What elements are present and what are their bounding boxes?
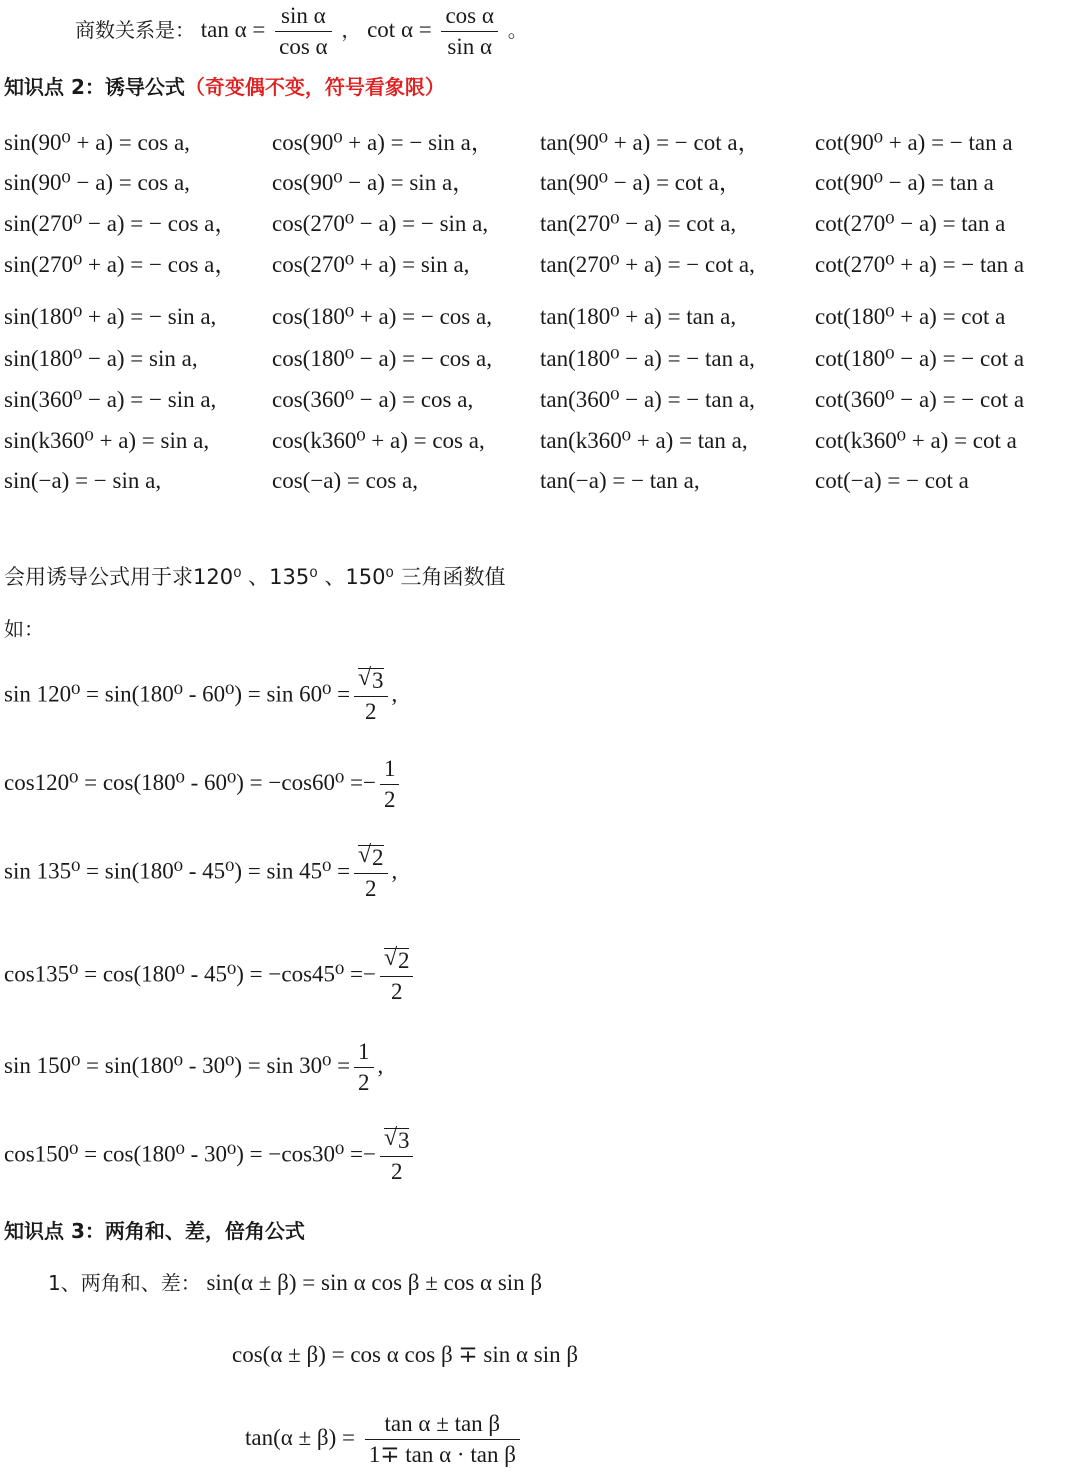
induction-formula: cot(360⁰ − a) = − cot a xyxy=(815,387,1025,412)
example-fraction xyxy=(354,845,388,901)
induction-formula: tan(270⁰ − a) = cot a, xyxy=(540,211,737,236)
example-denominator: 2 xyxy=(365,876,377,902)
induction-formula: sin(360⁰ − a) = − sin a, xyxy=(4,387,217,412)
tan-sum-denominator: 1∓ tan α · tan β xyxy=(368,1442,516,1468)
induction-formula: tan(180⁰ + a) = tan a, xyxy=(540,304,737,329)
example-numerator xyxy=(380,948,414,977)
tan-sum-fraction xyxy=(365,1412,520,1467)
quotient-separator: ， xyxy=(341,17,362,42)
sin-sum-formula: sin(α ± β) = sin α cos β ± cos α sin β xyxy=(206,1270,543,1295)
cot-lhs: cot α = xyxy=(367,16,432,42)
tan-denominator: cos α xyxy=(279,34,328,60)
sqrt-radicand: √ 3 xyxy=(358,668,384,692)
section2-heading xyxy=(4,72,445,102)
section3-heading: 知识点 3：两角和、差，倍角公式 xyxy=(4,1219,305,1243)
example-denominator: 2 xyxy=(365,699,377,725)
induction-formula: tan(360⁰ − a) = − tan a, xyxy=(540,387,755,412)
sqrt-radicand: √ 2 xyxy=(384,948,410,972)
example-numerator xyxy=(354,845,388,874)
example-line xyxy=(4,845,397,901)
induction-formula: sin(180⁰ + a) = − sin a, xyxy=(4,304,217,329)
example-denominator: 2 xyxy=(358,1070,370,1096)
induction-formula: cot(k360⁰ + a) = cot a xyxy=(815,428,1017,453)
induction-formula: cos(90⁰ + a) = − sin a， xyxy=(272,130,494,155)
cot-numerator: cos α xyxy=(441,4,497,32)
induction-formula: cot(90⁰ + a) = − tan a xyxy=(815,130,1013,155)
usage-text: 会用诱导公式用于求120⁰ 、135⁰ 、150⁰ 三角函数值 xyxy=(4,565,506,589)
induction-formula: tan(90⁰ + a) = − cot a， xyxy=(540,130,761,155)
example-denominator: 2 xyxy=(390,979,403,1005)
cos-sum-formula: cos(α ± β) = cos α cos β ∓ sin α sin β xyxy=(232,1342,579,1367)
example-label: 如： xyxy=(4,617,44,641)
example-fraction xyxy=(380,948,414,1004)
example-denominator: 2 xyxy=(383,787,396,813)
induction-formula: sin(270⁰ − a) = − cos a， xyxy=(4,211,238,236)
example-lhs: sin 150⁰ = sin(180⁰ - 30⁰) = sin 30⁰ = xyxy=(4,1052,351,1078)
induction-formula: tan(90⁰ − a) = cot a， xyxy=(540,170,742,195)
section2-title: 知识点 2：诱导公式 xyxy=(4,75,185,99)
induction-formula: tan(270⁰ + a) = − cot a, xyxy=(540,252,755,277)
tan-lhs: tan α = xyxy=(200,16,266,42)
example-numerator xyxy=(354,668,388,697)
induction-formula: cos(−a) = cos a, xyxy=(272,468,418,493)
example-lhs: sin 135⁰ = sin(180⁰ - 45⁰) = sin 45⁰ = xyxy=(4,858,351,884)
tan-numerator: sin α xyxy=(275,4,331,32)
induction-formula: tan(k360⁰ + a) = tan a, xyxy=(540,428,748,453)
induction-formula: cot(180⁰ + a) = cot a xyxy=(815,304,1006,329)
induction-formula: cos(90⁰ − a) = sin a， xyxy=(272,170,476,195)
example-negative-sign: − xyxy=(362,1141,376,1167)
induction-formula: cot(270⁰ − a) = tan a xyxy=(815,211,1006,236)
example-tail: , xyxy=(377,1052,384,1078)
induction-formula: sin(90⁰ − a) = cos a, xyxy=(4,170,190,195)
induction-formula: tan(180⁰ − a) = − tan a, xyxy=(540,346,755,371)
example-lhs: sin 120⁰ = sin(180⁰ - 60⁰) = sin 60⁰ = xyxy=(4,681,351,707)
induction-formula: cot(90⁰ − a) = tan a xyxy=(815,170,994,195)
induction-formula: cos(k360⁰ + a) = cos a, xyxy=(272,428,485,453)
angle-sum-line xyxy=(48,1268,542,1298)
example-lhs: cos135⁰ = cos(180⁰ - 45⁰) = −cos45⁰ = xyxy=(4,961,363,987)
quotient-end: 。 xyxy=(507,17,528,42)
induction-formula: tan(−a) = − tan a, xyxy=(540,468,700,493)
example-numerator xyxy=(380,1128,414,1157)
induction-formula: cos(360⁰ − a) = cos a, xyxy=(272,387,474,412)
induction-formula: cos(270⁰ + a) = sin a, xyxy=(272,252,470,277)
example-negative-sign: − xyxy=(362,961,376,987)
sqrt-radicand: √ 3 xyxy=(384,1128,410,1152)
induction-formula: sin(k360⁰ + a) = sin a, xyxy=(4,428,210,453)
cot-denominator: sin α xyxy=(447,34,493,60)
example-fraction xyxy=(380,1128,414,1184)
induction-formula: sin(90⁰ + a) = cos a, xyxy=(4,130,190,155)
example-tail: , xyxy=(391,681,398,707)
tan-sum-numerator: tan α ± tan β xyxy=(365,1412,520,1440)
example-lhs: cos120⁰ = cos(180⁰ - 60⁰) = −cos60⁰ = xyxy=(4,769,363,795)
example-line xyxy=(4,1128,417,1184)
section2-note: （奇变偶不变，符号看象限） xyxy=(184,75,445,99)
example-fraction xyxy=(354,1040,374,1095)
sqrt-radicand: √ 2 xyxy=(358,845,384,869)
example-numerator: 1 xyxy=(354,1040,374,1068)
example-negative-sign: − xyxy=(362,769,376,795)
example-denominator: 2 xyxy=(390,1159,403,1185)
induction-formula: cot(270⁰ + a) = − tan a xyxy=(815,252,1025,277)
item1-label: 1、两角和、差： xyxy=(48,1271,201,1295)
tan-sum-lhs: tan(α ± β) = xyxy=(245,1424,356,1450)
induction-formula: cot(−a) = − cot a xyxy=(815,468,969,493)
example-line xyxy=(4,1040,383,1095)
example-lhs: cos150⁰ = cos(180⁰ - 30⁰) = −cos30⁰ = xyxy=(4,1141,363,1167)
induction-formula: sin(−a) = − sin a, xyxy=(4,468,162,493)
example-line xyxy=(4,757,403,812)
example-line xyxy=(4,668,397,724)
induction-formula: cos(180⁰ − a) = − cos a, xyxy=(272,346,492,371)
example-fraction xyxy=(354,668,388,724)
example-fraction xyxy=(380,757,400,812)
tan-sum-formula xyxy=(245,1412,524,1467)
example-line xyxy=(4,948,417,1004)
induction-formula: sin(270⁰ + a) = − cos a， xyxy=(4,252,238,277)
induction-formula: cos(180⁰ + a) = − cos a, xyxy=(272,304,492,329)
example-numerator: 1 xyxy=(380,757,400,785)
quotient-label: 商数关系是： xyxy=(75,17,195,42)
tan-fraction xyxy=(275,4,331,59)
example-tail: , xyxy=(391,858,398,884)
cot-fraction xyxy=(441,4,497,59)
quotient-relation xyxy=(75,4,528,59)
induction-formula: cos(270⁰ − a) = − sin a, xyxy=(272,211,489,236)
induction-formula: cot(180⁰ − a) = − cot a xyxy=(815,346,1025,371)
induction-formula: sin(180⁰ − a) = sin a, xyxy=(4,346,198,371)
